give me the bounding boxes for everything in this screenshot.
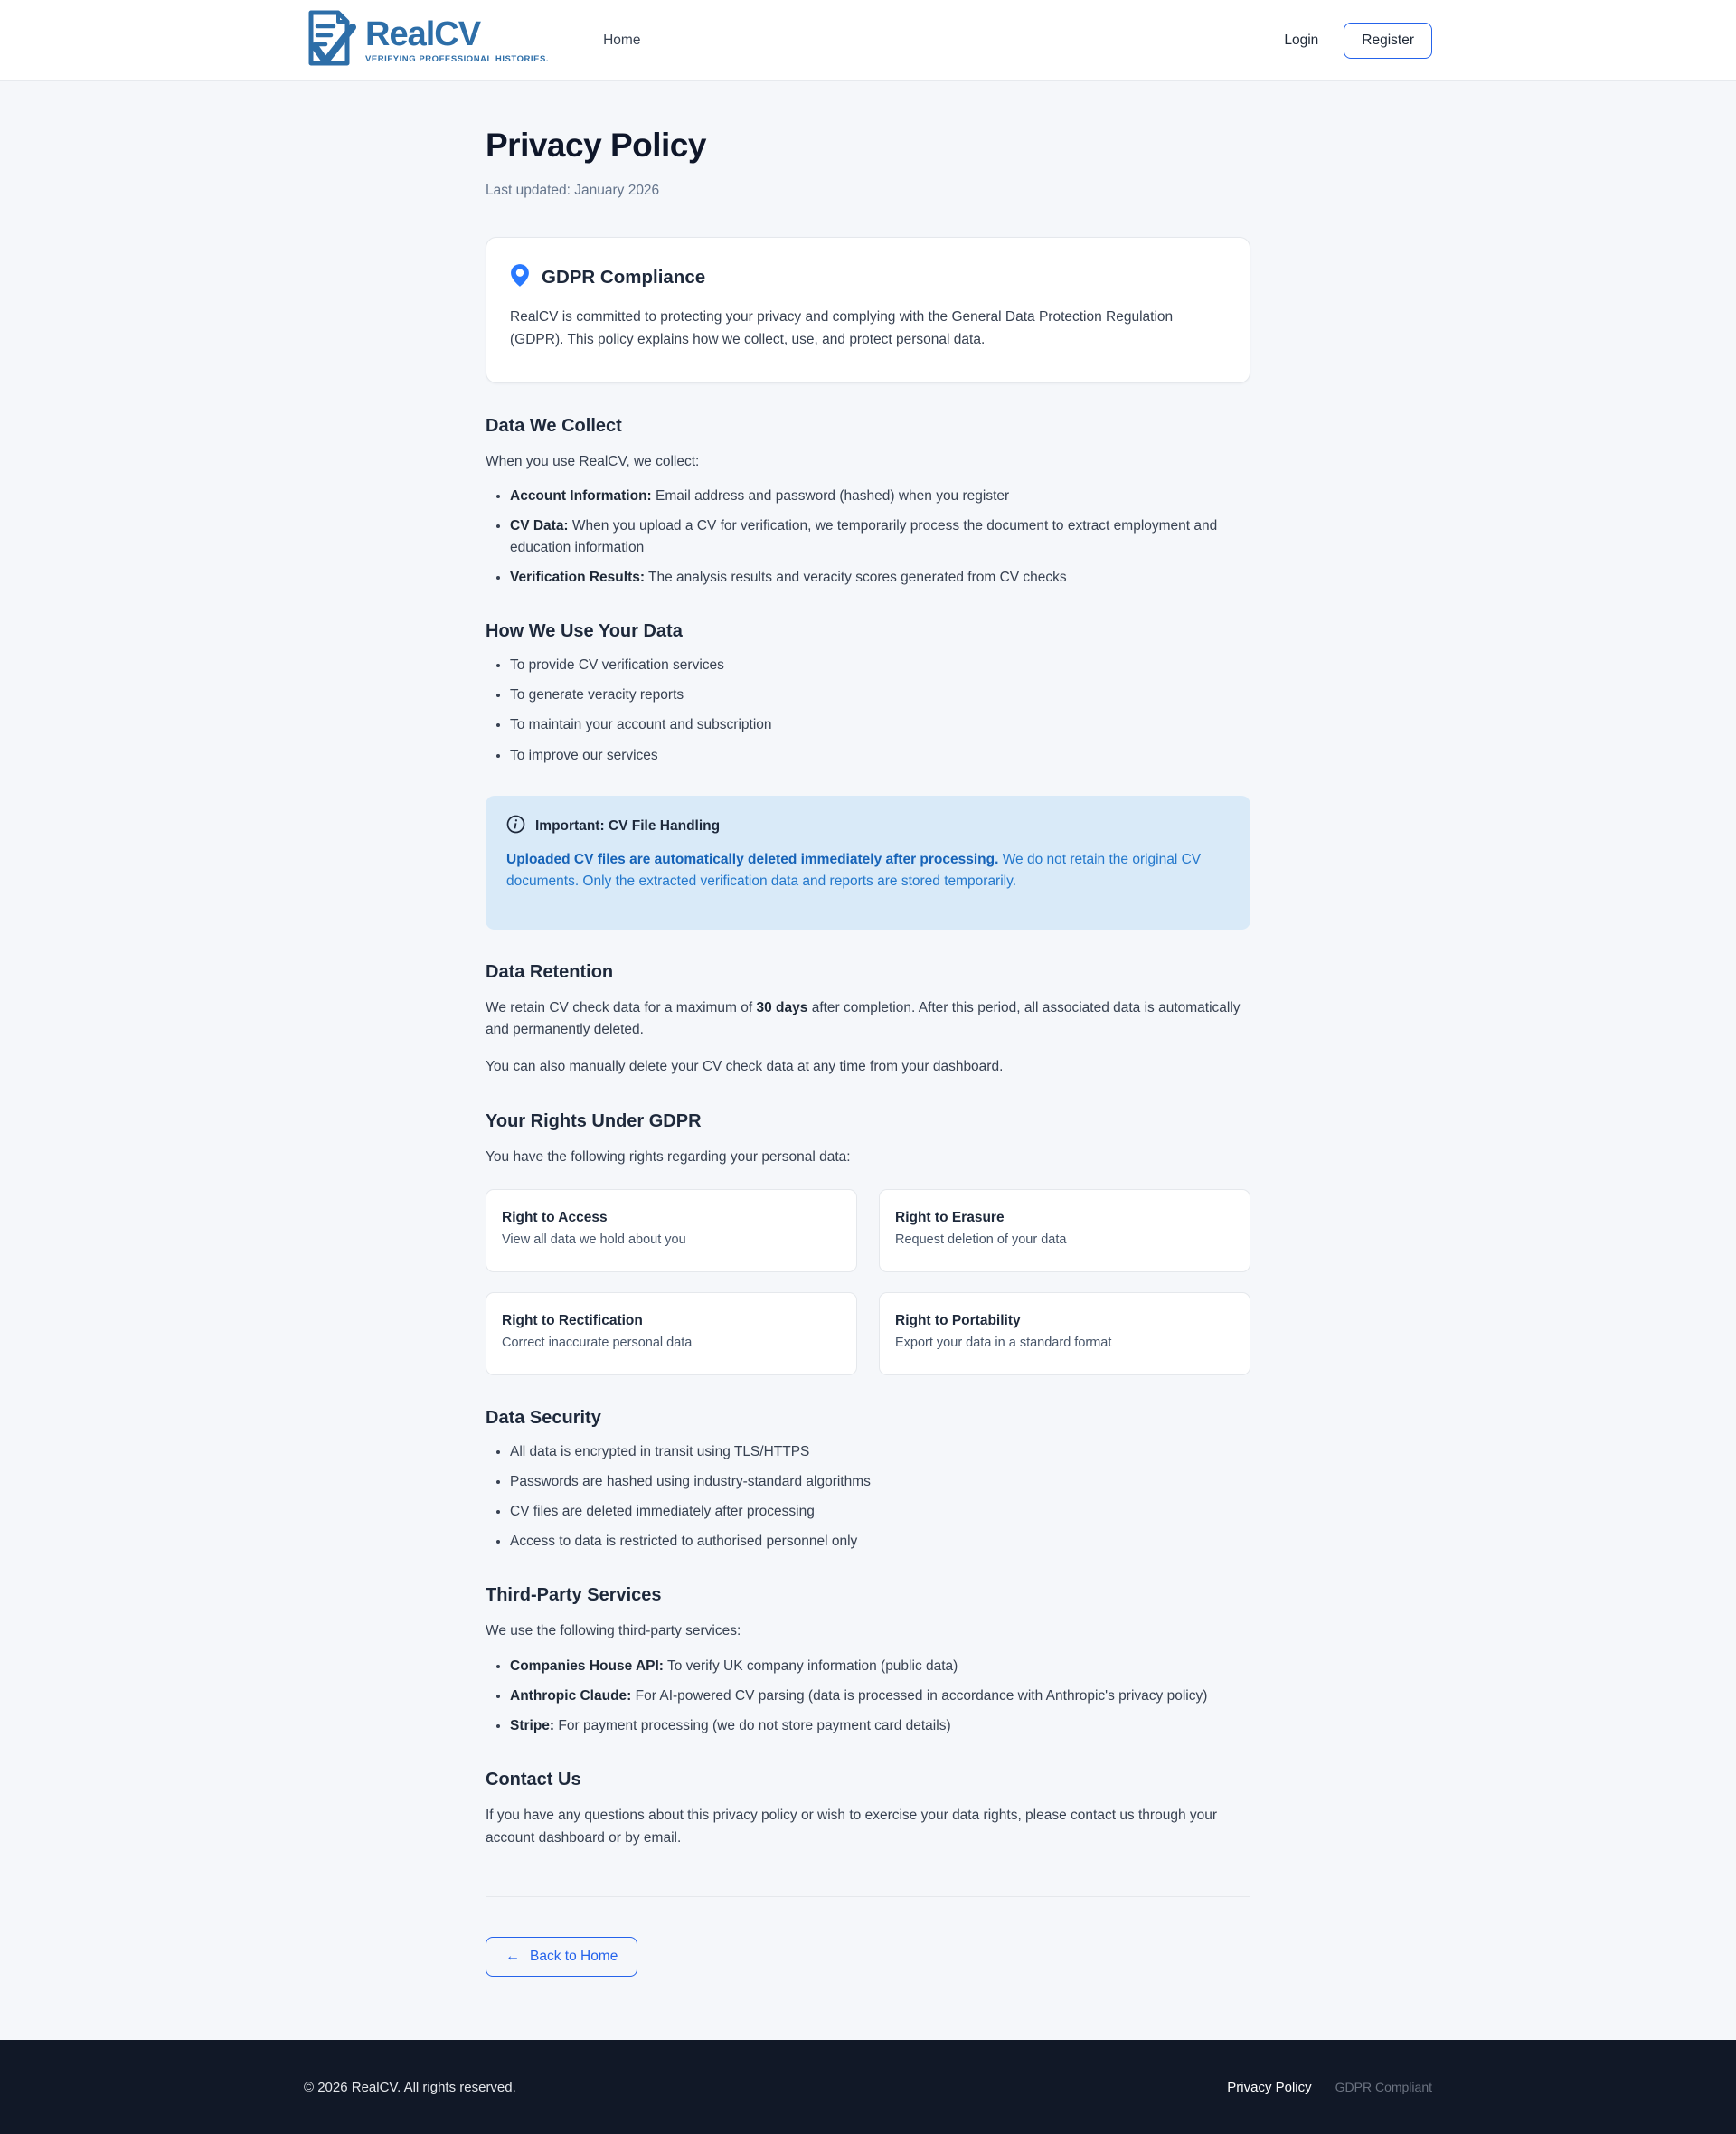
heading-how-we-use: How We Use Your Data (486, 621, 683, 642)
info-box-header (506, 815, 1230, 838)
cv-file-handling-callout (486, 796, 1250, 930)
right-card-access (486, 1189, 857, 1272)
footer-privacy-policy-link[interactable]: Privacy Policy (1227, 2079, 1312, 2095)
info-box-body (506, 849, 1230, 894)
data-we-collect-list (486, 486, 1250, 589)
logo-tagline: VERIFYING PROFESSIONAL HISTORIES. (365, 53, 550, 64)
realcv-logo-icon (304, 5, 356, 75)
rights-grid (486, 1189, 1250, 1375)
map-pin-icon (510, 263, 530, 292)
list-item-text: Email address and password (hashed) when you register (651, 488, 1010, 505)
nav-home-link[interactable]: Home (603, 32, 641, 48)
list-item: • Access to data is restricted to authorised personnel only (510, 1531, 1250, 1553)
footer-gdpr-badge: GDPR Compliant (1335, 2080, 1432, 2095)
privacy-policy-page (486, 81, 1250, 2040)
list-item (510, 1685, 1250, 1707)
footer-container (289, 2080, 1447, 2095)
back-to-home-label: Back to Home (530, 1949, 618, 1965)
list-item: • To provide CV verification services (510, 655, 1250, 676)
footer-links (1227, 2080, 1432, 2095)
heading-your-rights: Your Rights Under GDPR (486, 1111, 702, 1131)
list-item: • To maintain your account and subscription (510, 714, 1250, 736)
retention-text: We retain CV check data for a maximum of (486, 999, 757, 1015)
gdpr-compliance-card (486, 237, 1250, 383)
data-security-list (486, 1441, 1250, 1553)
right-card-portability (879, 1292, 1250, 1375)
site-header (0, 0, 1736, 81)
retention-text: after completion. After this period, all associated data is automatically and permanently deleted. (486, 999, 1241, 1038)
footer-copyright: © 2026 RealCV. All rights reserved. (304, 2079, 516, 2095)
list-item: • To generate veracity reports (510, 685, 1250, 706)
back-to-home-button[interactable] (486, 1937, 637, 1977)
list-item-text: The analysis results and veracity scores generated from CV checks (645, 570, 1067, 586)
rights-intro: You have the following rights regarding your personal data: (486, 1149, 851, 1165)
right-card-title: Right to Erasure (895, 1209, 1005, 1225)
info-box-title: Important: CV File Handling (535, 817, 721, 834)
list-item: • All data is encrypted in transit using TLS/HTTPS (510, 1441, 1250, 1463)
contact-us-body: If you have any questions about this privacy policy or wish to exercise your data rights, please contact us through your account dashboard or by email. (486, 1807, 1218, 1846)
realcv-logo-text (365, 14, 550, 64)
list-item-text: For AI-powered CV parsing (data is processed in accordance with Anthropic's privacy policy) (631, 1687, 1208, 1704)
heading-contact-us: Contact Us (486, 1769, 581, 1789)
gdpr-card-body: RealCV is committed to protecting your privacy and complying with the General Data Protection Regulation (GDPR). This policy explains how we collect, use, and protect personal data. (510, 309, 1174, 347)
info-box-bold-text: Uploaded CV files are automatically deleted immediately after processing. (506, 851, 999, 867)
list-item (510, 1715, 1250, 1737)
info-icon (506, 815, 525, 838)
left-arrow-icon: ← (505, 1949, 520, 1965)
info-box-rest-text: We do not retain the original CV documents. Only the extracted verification data and reports are stored temporarily. (506, 851, 1202, 890)
logo-name: RealCV (365, 14, 481, 53)
list-item: • To improve our services (510, 745, 1250, 767)
data-retention-p1 (486, 997, 1250, 1043)
realcv-logo[interactable] (304, 5, 549, 75)
main-nav (603, 33, 640, 49)
right-card-desc: Export your data in a standard format (895, 1335, 1112, 1350)
content-divider (486, 1896, 1250, 1897)
list-item-lead: Companies House API: (510, 1657, 664, 1674)
heading-data-we-collect: Data We Collect (486, 415, 622, 436)
right-card-desc: Request deletion of your data (895, 1232, 1067, 1247)
list-item-lead: Stripe: (510, 1717, 555, 1733)
list-item (510, 567, 1250, 589)
heading-data-security: Data Security (486, 1407, 601, 1428)
right-card-desc: Correct inaccurate personal data (502, 1335, 693, 1350)
retention-bold-30-days: 30 days (756, 999, 808, 1015)
list-item: • Passwords are hashed using industry-standard algorithms (510, 1471, 1250, 1493)
heading-third-party: Third-Party Services (486, 1584, 662, 1605)
right-card-title: Right to Portability (895, 1312, 1021, 1328)
list-item-text: For payment processing (we do not store payment card details) (554, 1717, 951, 1733)
right-card-rectification (486, 1292, 857, 1375)
heading-data-retention: Data Retention (486, 961, 614, 982)
gdpr-card-title: GDPR Compliance (542, 267, 706, 288)
page-title: Privacy Policy (486, 127, 706, 164)
login-link[interactable]: Login (1284, 32, 1319, 48)
list-item (510, 515, 1250, 559)
right-card-desc: View all data we hold about you (502, 1232, 686, 1247)
how-we-use-list (486, 655, 1250, 766)
data-we-collect-intro: When you use RealCV, we collect: (486, 453, 700, 469)
right-card-erasure (879, 1189, 1250, 1272)
register-button[interactable]: Register (1344, 23, 1432, 59)
header-container (289, 0, 1447, 80)
third-party-intro: We use the following third-party services: (486, 1622, 741, 1638)
list-item (510, 1656, 1250, 1677)
right-card-title: Right to Rectification (502, 1312, 643, 1328)
list-item-lead: CV Data: (510, 518, 569, 534)
list-item (510, 486, 1250, 507)
list-item: • CV files are deleted immediately after processing (510, 1501, 1250, 1523)
data-retention-p2: You can also manually delete your CV check data at any time from your dashboard. (486, 1059, 1004, 1075)
third-party-list (486, 1656, 1250, 1737)
list-item-lead: Anthropic Claude: (510, 1687, 632, 1704)
list-item-lead: Verification Results: (510, 570, 646, 586)
last-updated-text: Last updated: January 2026 (486, 183, 660, 198)
right-card-title: Right to Access (502, 1209, 608, 1225)
gdpr-card-header (510, 263, 1226, 292)
site-footer (0, 2040, 1736, 2134)
list-item-lead: Account Information: (510, 488, 652, 505)
header-actions (1284, 23, 1432, 59)
list-item-text: To verify UK company information (public data) (663, 1657, 958, 1674)
list-item-text: When you upload a CV for verification, we temporarily process the document to extract employment and education information (510, 518, 1218, 556)
